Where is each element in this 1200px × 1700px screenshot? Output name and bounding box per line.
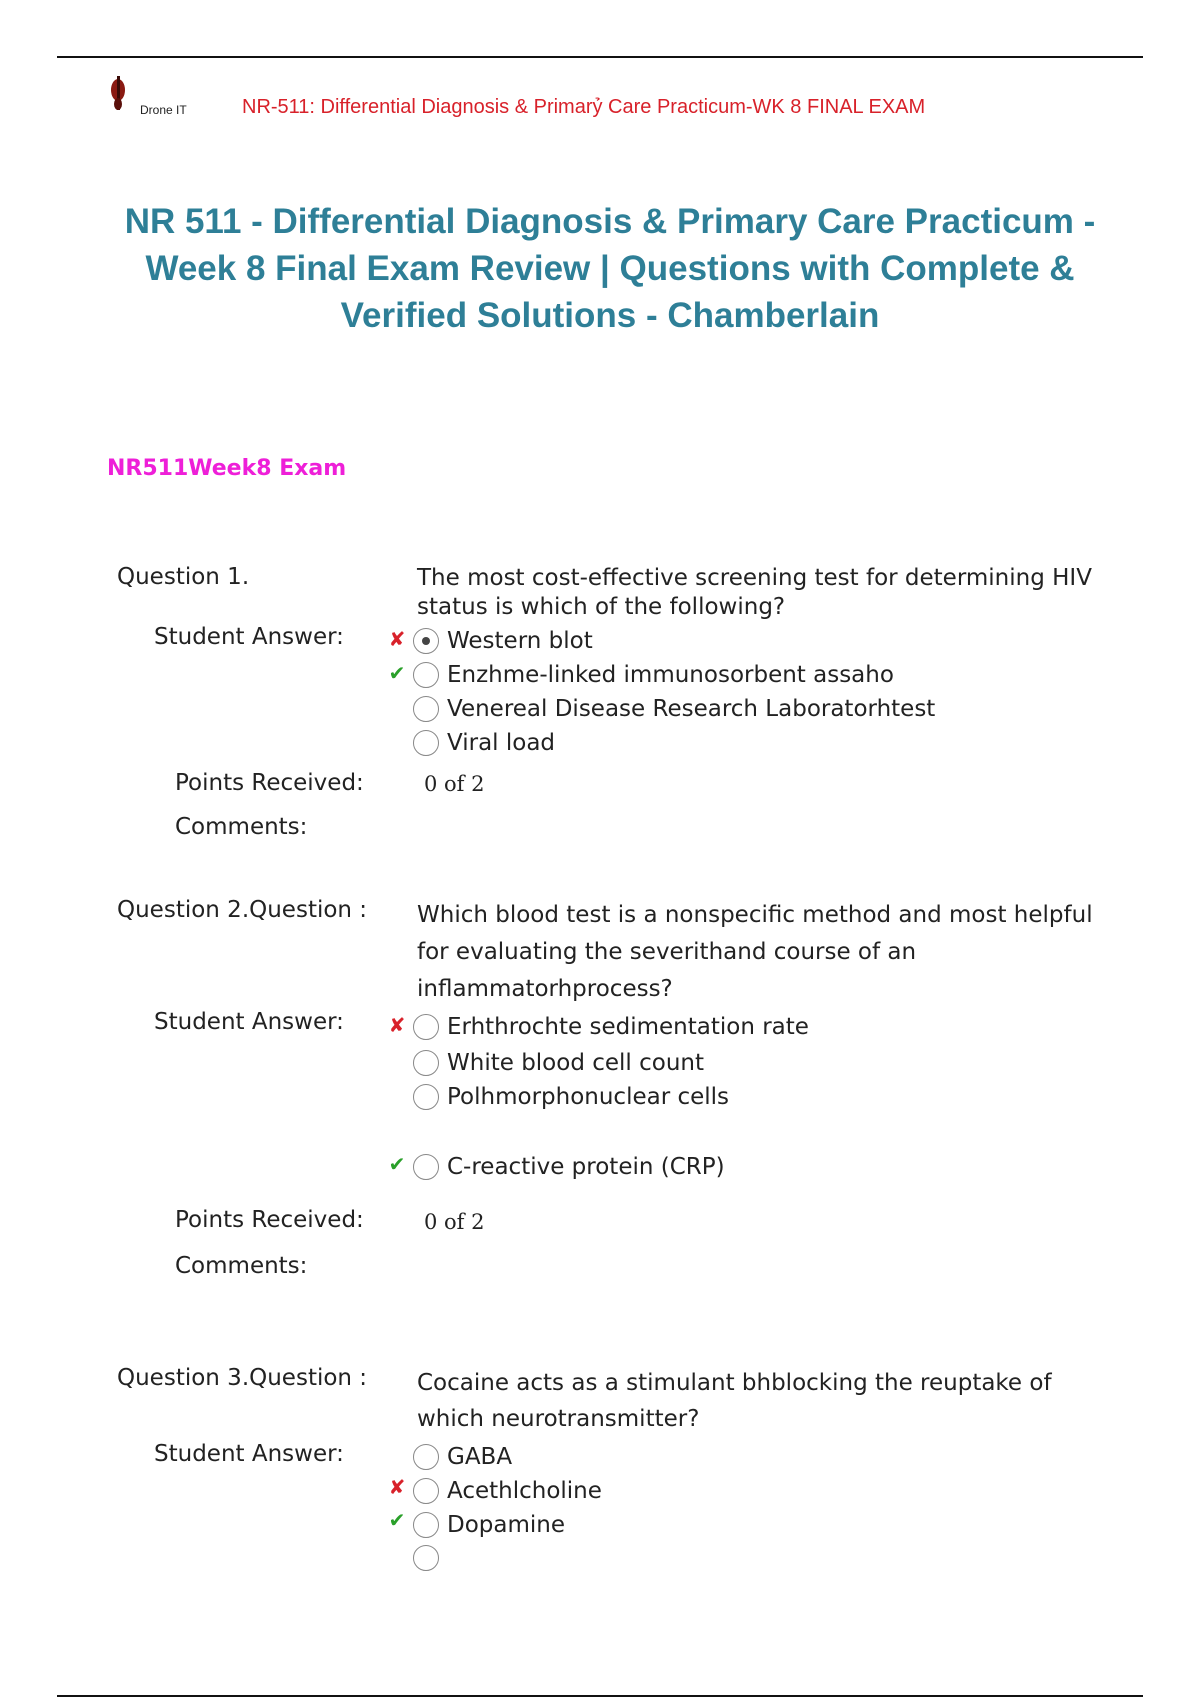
question-text: The most cost-effective screening test for determining HIV status is which of the following? — [417, 565, 1092, 620]
comments-label: Comments: — [175, 1253, 308, 1279]
radio-button[interactable] — [413, 730, 439, 756]
answer-option[interactable] — [413, 1082, 729, 1112]
top-rule — [57, 56, 1143, 58]
question-text: Which blood test is a nonspecific method and most helpful for evaluating the severithand course of an inflammatorhprocess? — [417, 902, 1093, 1002]
radio-button[interactable] — [413, 662, 439, 688]
option-label: Western blot — [447, 628, 593, 654]
cross-icon: ✘ — [388, 1475, 406, 1499]
student-answer-label: Student Answer: — [154, 624, 344, 650]
option-label: Acethlcholine — [447, 1478, 602, 1504]
answer-option[interactable] — [413, 694, 935, 724]
option-label: White blood cell count — [447, 1050, 705, 1076]
check-icon: ✔ — [388, 661, 406, 685]
document-title — [80, 198, 1140, 339]
radio-button[interactable] — [413, 1154, 439, 1180]
answer-option[interactable] — [413, 1510, 565, 1540]
option-label: C-reactive protein (CRP) — [447, 1154, 725, 1180]
check-icon: ✔ — [388, 1152, 406, 1176]
question-text: Cocaine acts as a stimulant bhblocking the reuptake of which neurotransmitter? — [417, 1370, 1052, 1432]
section-heading: NR511Week8 Exam — [107, 456, 347, 481]
student-answer-label: Student Answer: — [154, 1009, 344, 1035]
title-line-2: Week 8 Final Exam Review | Questions with Complete & — [145, 249, 1075, 288]
title-line-1: NR 511 - Differential Diagnosis & Primary Care Practicum - — [124, 202, 1096, 241]
header-course-title: NR-511: Differential Diagnosis & Primarỷ Care Practicum-WK 8 FINAL EXAM — [242, 96, 926, 118]
radio-button[interactable] — [413, 1014, 439, 1040]
option-label: Venereal Disease Research Laboratorhtest — [447, 696, 936, 722]
option-label: Polhmorphonuclear cells — [447, 1084, 730, 1110]
radio-button[interactable] — [413, 696, 439, 722]
answer-option[interactable] — [413, 1048, 704, 1078]
answer-option[interactable] — [413, 626, 593, 656]
radio-button[interactable] — [413, 1444, 439, 1470]
radio-button[interactable] — [413, 1545, 439, 1571]
logo-icon — [106, 74, 134, 114]
cross-icon: ✘ — [388, 627, 406, 651]
check-icon: ✔ — [388, 1508, 406, 1532]
title-line-3: Verified Solutions - Chamberlain — [340, 296, 880, 335]
answer-option[interactable] — [413, 1476, 602, 1506]
student-answer-label: Student Answer: — [154, 1441, 344, 1467]
points-value: 0 of 2 — [424, 1210, 485, 1234]
question-label: Question 1. — [117, 564, 250, 590]
answer-option[interactable] — [413, 1152, 725, 1182]
question-label: Question 2.Question : — [117, 897, 368, 923]
comments-label: Comments: — [175, 814, 308, 840]
answer-option[interactable] — [413, 660, 894, 690]
points-value: 0 of 2 — [424, 772, 485, 796]
answer-option[interactable] — [413, 1442, 512, 1472]
points-received-label: Points Received: — [175, 1207, 364, 1233]
option-label: Dopamine — [447, 1512, 565, 1538]
bottom-rule — [57, 1695, 1143, 1697]
answer-option[interactable] — [413, 1012, 809, 1042]
radio-button-selected[interactable] — [413, 628, 439, 654]
cross-icon: ✘ — [388, 1013, 406, 1037]
answer-option[interactable] — [413, 728, 555, 758]
option-label: Viral load — [447, 730, 556, 756]
option-label: GABA — [447, 1444, 513, 1470]
answer-option[interactable] — [413, 1543, 447, 1573]
radio-button[interactable] — [413, 1050, 439, 1076]
points-received-label: Points Received: — [175, 770, 364, 796]
question-label: Question 3.Question : — [117, 1365, 368, 1391]
option-label: Erhthrochte sedimentation rate — [447, 1014, 809, 1040]
option-label: Enzhme-linked immunosorbent assaho — [447, 662, 894, 688]
header-brand: Drone IT — [140, 103, 187, 117]
radio-button[interactable] — [413, 1512, 439, 1538]
radio-button[interactable] — [413, 1084, 439, 1110]
radio-button[interactable] — [413, 1478, 439, 1504]
